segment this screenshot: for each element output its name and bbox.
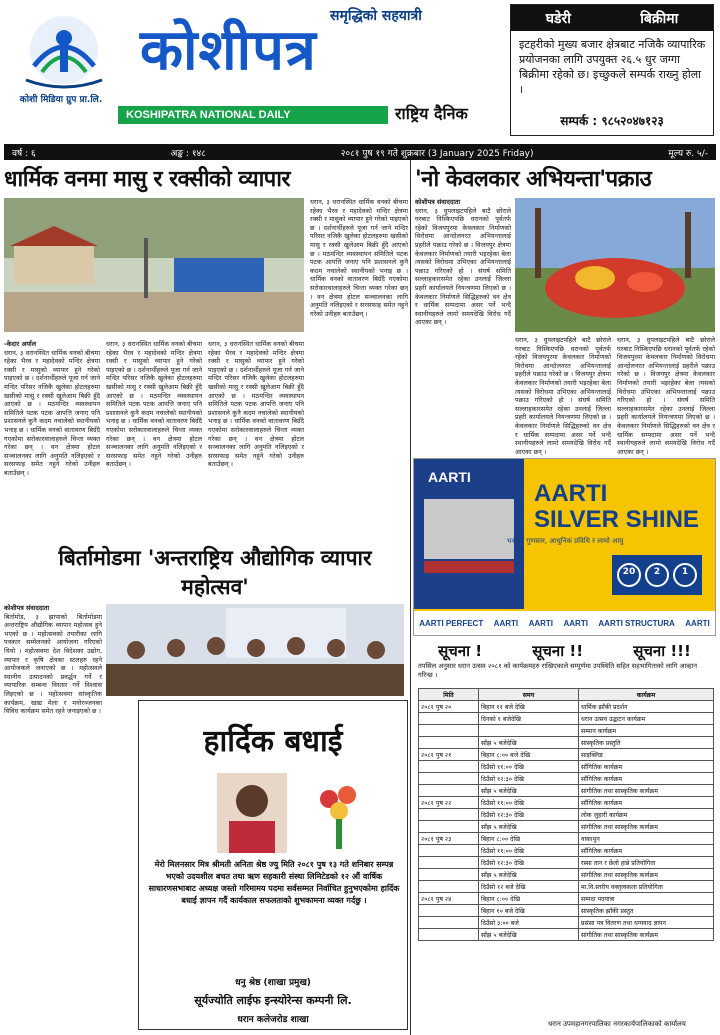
notice-table-row	[419, 917, 714, 929]
notice-cell-date: २०८१ पुष २४	[419, 893, 479, 905]
headline-cablecar-activist: 'नो केवलकार अभियन्ता'पक्राउ	[415, 167, 652, 192]
notice-table-row	[419, 773, 714, 785]
notice-cell-program: साइक्लिङ	[579, 749, 714, 761]
notice-cell-time: बिहान ८:०० देखि	[479, 833, 579, 845]
notice-cell-date	[419, 713, 479, 725]
notice-cell-date	[419, 725, 479, 737]
tagline: समृद्धिको सहयात्री	[330, 8, 422, 24]
notice-cell-date: २०८१ पुष २३	[419, 833, 479, 845]
notice-table-row	[419, 881, 714, 893]
notice-table-row	[419, 845, 714, 857]
notice-cell-program: साँगितिक कार्यक्रम	[579, 845, 714, 857]
notice-cell-time	[479, 725, 579, 737]
notice-table-row	[419, 785, 714, 797]
notice-cell-program: मा.वि.स्तरीय वक्तृत्वकला प्रतियोगिता	[579, 881, 714, 893]
notice-table-row	[419, 797, 714, 809]
notice-cell-date	[419, 773, 479, 785]
headline-trade-expo: बिर्तामोडमा 'अन्तराष्ट्रिय औद्योगिक व्यापार महोत्सव'	[58, 546, 372, 599]
expo-story-byline: कोशीपत्र संवाददाता	[4, 604, 50, 612]
brand-5: AARTI STRUCTURA	[598, 618, 675, 628]
notice-table-row	[419, 929, 714, 941]
nepali-date	[341, 146, 534, 159]
notice-table-row	[419, 761, 714, 773]
silver-shine-line2: SILVER SHINE	[534, 506, 699, 533]
notice-cell-date	[419, 809, 479, 821]
notice-cell-program: धार्मिक झाँकी प्रदर्शन	[579, 701, 714, 713]
notice-cell-time: दिउँसो ११:०० देखि	[479, 761, 579, 773]
notice-table-row	[419, 749, 714, 761]
classified-body: इटहरीको मुख्य बजार क्षेत्रबाट नजिकै व्यापारिक प्रयोजनका लागि उपयुक्त २६.५ धुर जग्गा बिक्रीमा रहेको छ। इच्छुकले सम्पर्क राख्नु होला ।	[519, 38, 706, 96]
cablecar-story-body-cont: धरान, ३ धुपलाइटपहिले बाटै छोराले घरबाट निस्किएपछि धरानको पूर्वतर्फ रहेको विजयपुरमा केवलकार निर्माणको विरोधमा आन्दोलनरत अभियन्तालाई प्रहरीले पक्राउ गरेको छ । विजयपुर क्षेत्रमा केवलकार निर्माणको तयारी भइरहेका बेला त्यसको विरोधमा उभिएका अभियन्तालाई पक्राउ गरिएको हो । संघर्ष समिति सल्लाहकारसमेत रहेका उनलाई जिल्ला प्रहरी कार्यालयले नियन्त्रणमा लिएको छ । केवलकार निर्माणले सिद्धिहरुको वन क्षेत्र र धार्मिक सम्पदामा असर पर्ने भन्दै स्थानीयहरुले लामो समयदेखि विरोध गर्दै आएका छन् ।	[515, 336, 611, 456]
forest-temple-photo	[4, 198, 304, 332]
notice-table-row	[419, 809, 714, 821]
contact-number: ९८५२०४७१२३	[601, 114, 664, 128]
notice-cell-program: साँगितिक कार्यक्रम	[579, 773, 714, 785]
notice-cell-time: साँझ ५ बजेदेखि	[479, 869, 579, 881]
notice-cell-date	[419, 821, 479, 833]
notice-cell-date	[419, 917, 479, 929]
notice-cell-time: बिहान ८:०० बजे देखि	[479, 749, 579, 761]
notice-cell-program: वाकाथुन	[579, 833, 714, 845]
silver-shine-title	[534, 481, 699, 533]
cablecar-story-col-3	[617, 336, 715, 456]
meat-story-body-cont-2: धरान, ३ धरानस्थित धार्मिक वनको बीचमा रहेका भैरव र महादेवको मन्दिर क्षेत्रमा रक्सी र मासुको व्यापार हुने गरेको पाइएको छ । दर्शनार्थीहरुले पूजा गर्न जाने मन्दिर परिसर नजिकै खुलेका होटलहरुमा खसीको मासु र रक्सी खुलेआम बिक्री हुँदै आएको छ । मठमन्दिर व्यवस्थापन समितिले पटक पटक आपत्ति जनाए पनि प्रशासनले कुनै कदम नचालेको स्थानीयको भनाइ छ । धार्मिक वनको वातावरण बिग्रँदै गएकोमा सरोकारवालाहरुले चिन्ता व्यक्त गरेका छन् । वन क्षेत्रमा होटल सञ्चालनका लागि अनुमति नलिइएको र सरसफाइ समेत नहुने गरेको उनीहरु बताउँछन् ।	[208, 340, 304, 469]
cablecar-story-byline: कोशीपत्र संवाददाता	[415, 198, 461, 206]
meat-story-body: धरान, ३ धरानस्थित धार्मिक वनको बीचमा रहेका भैरव र महादेवको मन्दिर क्षेत्रमा रक्सी र मासुको व्यापार हुने गरेको पाइएको छ । दर्शनार्थीहरुले पूजा गर्न जाने मन्दिर परिसर नजिकै खुलेका होटलहरुमा खसीको मासु र रक्सी खुलेआम बिक्री हुँदै आएको छ । मठमन्दिर व्यवस्थापन समितिले पटक पटक आपत्ति जनाए पनि प्रशासनले कुनै कदम नचालेको स्थानीयको भनाइ छ । धार्मिक वनको वातावरण बिग्रँदै गएकोमा सरोकारवालाहरुले चिन्ता व्यक्त गरेका छन् । वन क्षेत्रमा होटल सञ्चालनका लागि अनुमति नलिइएको र सरसफाइ समेत नहुने गरेको उनीहरु बताउँछन् ।	[4, 348, 100, 477]
notice-cell-program: सांगीतिक तथा सास्कृतिक कार्यक्रम	[579, 785, 714, 797]
col-time: समय	[479, 689, 579, 701]
notice-cell-date	[419, 857, 479, 869]
aarti-silver-shine-ad	[413, 458, 716, 636]
notice-title-3: सूचना !!!	[633, 642, 691, 660]
koshi-media-logo	[14, 8, 114, 104]
notice-cell-date	[419, 785, 479, 797]
notice-cell-date: २०८१ पुष २१	[419, 749, 479, 761]
congrats-message: मेरो मिलनसार मित्र श्रीमती अनिता श्रेष्ठ ज्यु मिति २०८१ पुष १३ गते शनिबार सम्पन्न भएको उदयशील बचत तथा ऋण सहकारी संस्था लिमिटेडको १२ औं वार्षिक साधारणसभाबाट अध्यक्ष जस्तो गरिमामय पदमा सर्वसम्मत निर्वाचित हुनुभएकोमा हार्दिक बधाई ज्ञापन गर्दै कार्यकाल सफलताको शुभकामना व्यक्त गर्दछु ।	[148, 860, 400, 905]
notice-cell-time: बिहान १० बजे देखि	[479, 905, 579, 917]
notice-cell-program: सांस्कृतिक प्रस्तुति	[579, 737, 714, 749]
notice-cell-program: सांस्कृतिक झाँकी प्रस्तुत	[579, 905, 714, 917]
meat-story-col-2	[106, 340, 202, 540]
notice-cell-program: धरान उत्सव उद्घाटन कार्यक्रम	[579, 713, 714, 725]
nepali-date-text: २०८१ पुष १९ गते शुक्रबार	[340, 148, 425, 159]
badge-2: 2	[653, 567, 661, 577]
notice-cell-program: सम्मान कार्यक्रम	[579, 725, 714, 737]
notice-cell-date	[419, 929, 479, 941]
notice-table-row	[419, 701, 714, 713]
notice-table-row	[419, 737, 714, 749]
notice-cell-time: साँझ ५ बजेदेखि	[479, 785, 579, 797]
notice-cell-date: २०८१ पुष २२	[419, 797, 479, 809]
notice-table-row	[419, 893, 714, 905]
notice-cell-program: प्रसंसा पत्र वितरण तथा धन्यवाद ज्ञापन	[579, 917, 714, 929]
notice-cell-program: सांगीतिक तथा सास्कृतिक कार्यक्रम	[579, 869, 714, 881]
notice-cell-date	[419, 881, 479, 893]
portrait-photo	[217, 773, 287, 853]
column-divider	[410, 160, 411, 1035]
newspaper-title: कोशीपत्र	[140, 17, 317, 83]
cablecar-story-body-cont-2: धरान, ३ धुपलाइटपहिले बाटै छोराले घरबाट निस्किएपछि धरानको पूर्वतर्फ रहेको विजयपुरमा केवलकार निर्माणको विरोधमा आन्दोलनरत अभियन्तालाई प्रहरीले पक्राउ गरेको छ । विजयपुर क्षेत्रमा केवलकार निर्माणको तयारी भइरहेका बेला त्यसको विरोधमा उभिएका अभियन्तालाई पक्राउ गरिएको हो । संघर्ष समिति सल्लाहकारसमेत रहेका उनलाई जिल्ला प्रहरी कार्यालयले नियन्त्रणमा लिएको छ । केवलकार निर्माणले सिद्धिहरुको वन क्षेत्र र धार्मिक सम्पदामा असर पर्ने भन्दै स्थानीयहरुले लामो समयदेखि विरोध गर्दै आएका छन् ।	[617, 336, 715, 456]
notice-table-body	[419, 701, 714, 941]
brand-3: AARTI	[528, 618, 554, 628]
meat-story-body-cont-3: धरान, ३ धरानस्थित धार्मिक वनको बीचमा रहेका भैरव र महादेवको मन्दिर क्षेत्रमा रक्सी र मासुको व्यापार हुने गरेको पाइएको छ । दर्शनार्थीहरुले पूजा गर्न जाने मन्दिर परिसर नजिकै खुलेका होटलहरुमा खसीको मासु र रक्सी खुलेआम बिक्री हुँदै आएको छ । मठमन्दिर व्यवस्थापन समितिले पटक पटक आपत्ति जनाए पनि प्रशासनले कुनै कदम नचालेको स्थानीयको भनाइ छ । धार्मिक वनको वातावरण बिग्रँदै गएकोमा सरोकारवालाहरुले चिन्ता व्यक्त गरेका छन् । वन क्षेत्रमा होटल सञ्चालनका लागि अनुमति नलिइएको र सरसफाइ समेत नहुने गरेको उनीहरु बताउँछन् ।	[310, 198, 408, 318]
notice-cell-time: दिउँसो १२:३० देखि	[479, 773, 579, 785]
col-program: कार्यक्रम	[579, 689, 714, 701]
notice-table-row	[419, 725, 714, 737]
notice-cell-program: सांगीतिक तथा सास्कृतिक कार्यक्रम	[579, 929, 714, 941]
classified-heading-left: घडेरी	[545, 10, 571, 27]
aarti-brand-strip	[414, 611, 715, 635]
brand-1: AARTI PERFECT	[419, 618, 484, 628]
dateline-bar	[4, 144, 716, 160]
meat-story-col-4	[310, 198, 408, 540]
notice-cell-time: साँझ ५ बजेदेखि	[479, 929, 579, 941]
notice-title-2: सूचना !!	[532, 642, 584, 660]
notice-cell-program: साँगितिक कार्यक्रम	[579, 761, 714, 773]
notice-cell-date	[419, 737, 479, 749]
notice-cell-time: दिनको १ बजेदेखि	[479, 713, 579, 725]
notice-table-row	[419, 713, 714, 725]
aarti-brand: AARTI	[428, 469, 471, 485]
price: मूल्य रु. ५/-	[668, 148, 708, 159]
notice-cell-time: दिउँसो ११:०० देखि	[479, 845, 579, 857]
notice-table-row	[419, 833, 714, 845]
notice-cell-time: बिहान ११ बजे देखि	[479, 701, 579, 713]
classified-heading	[511, 5, 713, 31]
notice-cell-time: साँझ ५ बजेदेखि	[479, 737, 579, 749]
notice-cell-date	[419, 761, 479, 773]
notice-cell-date	[419, 905, 479, 917]
badge-1: 1	[681, 567, 689, 577]
notice-cell-time: बिहान ८:०० देखि	[479, 893, 579, 905]
notice-cell-program: सांगीतिक तथा सास्कृतिक कार्यक्रम	[579, 821, 714, 833]
english-date: (3 January 2025 Friday)	[427, 148, 534, 159]
expo-story-body: बिर्तामोड, ३ झापाको बिर्तामोडमा अन्तराष्ट्रिय औद्योगिक व्यापार महोत्सव हुने भएको छ । महोत्सवको तयारीका लागि पत्रकार सम्मेलनको आयोजना गरिएको थियो । महोत्सवमा देश विदेशका उद्योग, व्यापार र कृषि क्षेत्रका स्टलहरु रहने आयोजकले जनाएको छ । महोत्सवले स्थानीय उत्पादनको प्रवर्द्धन गर्ने र व्यापारिक सम्बन्ध विस्तार गर्ने विश्वास लिइएको छ । महोत्सवमा सांस्कृतिक कार्यक्रम, खाद्य मेला र मनोरञ्जनका विविध कार्यक्रम समेत रहने जनाइएको छ ।	[4, 612, 102, 716]
brand-6: AARTI	[685, 618, 710, 628]
meat-story-byline: -केदार अर्याल	[4, 340, 37, 348]
temple-offerings-photo	[515, 198, 715, 332]
notice-cell-program: लोक जुहारी कार्यक्रम	[579, 809, 714, 821]
flower-bouquet-icon	[309, 779, 369, 851]
congratulations-ad	[138, 700, 408, 1030]
brand-2: AARTI	[493, 618, 519, 628]
notice-table-row	[419, 905, 714, 917]
meat-story-body-cont: धरान, ३ धरानस्थित धार्मिक वनको बीचमा रहेका भैरव र महादेवको मन्दिर क्षेत्रमा रक्सी र मासुको व्यापार हुने गरेको पाइएको छ । दर्शनार्थीहरुले पूजा गर्न जाने मन्दिर परिसर नजिकै खुलेका होटलहरुमा खसीको मासु र रक्सी खुलेआम बिक्री हुँदै आएको छ । मठमन्दिर व्यवस्थापन समितिले पटक पटक आपत्ति जनाए पनि प्रशासनले कुनै कदम नचालेको स्थानीयको भनाइ छ । धार्मिक वनको वातावरण बिग्रँदै गएकोमा सरोकारवालाहरुले चिन्ता व्यक्त गरेका छन् । वन क्षेत्रमा होटल सञ्चालनका लागि अनुमति नलिइएको र सरसफाइ समेत नहुने गरेको उनीहरु बताउँछन् ।	[106, 340, 202, 469]
notice-cell-time: दिउँसो ३:०० बजे	[479, 917, 579, 929]
congrats-signature: धनु श्रेष्ठ (शाखा प्रमुख)	[235, 978, 311, 988]
notice-cell-date: २०८१ पुष २०	[419, 701, 479, 713]
notice-table-row	[419, 821, 714, 833]
masthead	[0, 0, 720, 142]
badge-20: 20	[622, 567, 636, 577]
notice-cell-time: दिउँसो १२ बजे देखि	[479, 881, 579, 893]
notice-cell-time: दिउँसो १२:३० देखि	[479, 857, 579, 869]
notice-table-header	[419, 689, 714, 701]
notice-cell-program: सम्पदा पदयात्रा	[579, 893, 714, 905]
notice-table-row	[419, 857, 714, 869]
silver-shine-tagline: भरपर्दो गुणस्तर, आधुनिक प्रविधि र लामो आयु	[506, 537, 624, 545]
notice-cell-time: दिउँसो ११:०० देखि	[479, 797, 579, 809]
cablecar-story-col-1	[415, 198, 511, 453]
cablecar-story-col-2	[515, 336, 611, 456]
notice-cell-time: साँझ ५ बजेदेखि	[479, 821, 579, 833]
classified-contact	[511, 112, 713, 129]
congrats-company: सूर्यज्योति लाईफ इन्स्योरेन्स कम्पनी लि.	[194, 994, 352, 1007]
newspaper-subtitle: राष्ट्रिय दैनिक	[395, 104, 468, 123]
brand-4: AARTI	[563, 618, 588, 628]
meat-story-col-3	[208, 340, 304, 540]
english-name-bar: KOSHIPATRA NATIONAL DAILY	[118, 106, 388, 124]
notice-cell-date	[419, 845, 479, 857]
cablecar-story-body: धरान, ३ धुपलाइटपहिले बाटै छोराले घरबाट निस्किएपछि धरानको पूर्वतर्फ रहेको विजयपुरमा केवलकार निर्माणको विरोधमा आन्दोलनरत अभियन्तालाई प्रहरीले पक्राउ गरेको छ । विजयपुर क्षेत्रमा केवलकार निर्माणको तयारी भइरहेका बेला त्यसको विरोधमा उभिएका अभियन्तालाई पक्राउ गरिएको हो । संघर्ष समिति सल्लाहकारसमेत रहेका उनलाई जिल्ला प्रहरी कार्यालयले नियन्त्रणमा लिएको छ । केवलकार निर्माणले सिद्धिहरुको वन क्षेत्र र धार्मिक सम्पदामा असर पर्ने भन्दै स्थानीयहरुले लामो समयदेखि विरोध गर्दै आएका छन् ।	[415, 206, 511, 327]
expo-story-col-1	[4, 604, 102, 1024]
issue-number: अङ्क : १४८	[170, 148, 206, 159]
notice-table-row	[419, 869, 714, 881]
contact-label: सम्पर्क :	[560, 114, 598, 128]
notice-title-1: सूचना !	[438, 642, 483, 660]
classified-heading-right: बिक्रीमा	[640, 10, 679, 27]
logo-caption: कोशी मिडिया ग्रुप प्रा.लि.	[19, 95, 103, 105]
classified-ad	[510, 4, 714, 136]
notice-cell-program: रस्सा तान र छेलो हान्ने प्रतियोगिता	[579, 857, 714, 869]
volume: वर्ष : ६	[12, 148, 36, 159]
silver-shine-line1: AARTI	[534, 480, 608, 507]
press-meet-photo	[106, 604, 404, 696]
notice-footer: धरान उपमहानगरपालिका नगरकार्यपालिकाको कार्यालय	[548, 1020, 686, 1028]
notice-cell-program: साँगितिक कार्यक्रम	[579, 797, 714, 809]
notice-cell-date	[419, 869, 479, 881]
notice-heading	[413, 641, 716, 661]
congrats-branch: धरान कलेजरोड शाखा	[237, 1015, 309, 1025]
meat-story-col-1	[4, 340, 100, 555]
headline-meat-liquor: धार्मिक वनमा मासु र रक्सीको व्यापार	[4, 167, 290, 192]
notice-schedule-table	[418, 688, 714, 941]
col-date: मिति	[419, 689, 479, 701]
notice-intro: तपसिल अनुसार धरान उत्सव २०८१ को कार्यक्रमहरु राखिएकाले सम्पूर्णमा उपस्थिति सहित सहभागिताको लागि आव्हान गरिन्छ ।	[418, 662, 698, 679]
congrats-title: हार्दिक बधाई	[203, 724, 343, 759]
notice-cell-time: दिउँसो १२:३० देखि	[479, 809, 579, 821]
